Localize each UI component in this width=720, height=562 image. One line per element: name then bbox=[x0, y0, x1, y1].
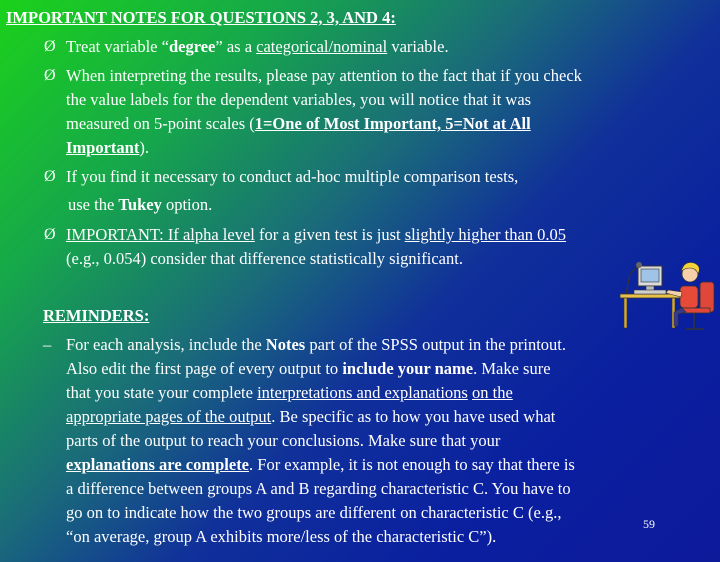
note-bullet-4-line-2: (e.g., 0.054) consider that difference statistically significant. bbox=[66, 249, 463, 268]
note-bullet-4-line-1: IMPORTANT: If alpha level for a given test is just slightly higher than 0.05 bbox=[66, 225, 567, 244]
page-number: 59 bbox=[643, 517, 655, 531]
reminder-line-2: Also edit the first page of every output to include your name. Make sure bbox=[66, 359, 551, 378]
reminders-title: REMINDERS: bbox=[43, 306, 150, 325]
reminder-line-3: that you state your complete interpretations and explanations on the bbox=[66, 383, 513, 402]
note-bullet-2-line-4: Important). bbox=[66, 138, 149, 157]
bullet-arrow-icon: Ø bbox=[44, 67, 56, 84]
person-at-computer-icon bbox=[618, 252, 718, 332]
note-bullet-2-line-2: the value labels for the dependent variables, you will notice that it was bbox=[66, 90, 532, 109]
note-bullet-2-line-1: When interpreting the results, please pay attention to the fact that if you check bbox=[66, 66, 582, 85]
reminder-line-5: parts of the output to reach your conclusions. Make sure that your bbox=[66, 431, 501, 450]
reminder-dash: – bbox=[43, 335, 52, 354]
reminder-line-8: go on to indicate how the two groups are different on characteristic C (e.g., bbox=[66, 503, 562, 522]
reminder-line-7: a difference between groups A and B regarding characteristic C. You have to bbox=[66, 479, 571, 498]
notes-title: IMPORTANT NOTES FOR QUESTIONS 2, 3, AND 4: bbox=[6, 8, 396, 27]
note-bullet-3-line-1: If you find it necessary to conduct ad-hoc multiple comparison tests, bbox=[66, 167, 519, 186]
bullet-arrow-icon: Ø bbox=[44, 226, 56, 243]
bullet-arrow-icon: Ø bbox=[44, 168, 56, 185]
reminder-line-1: For each analysis, include the Notes part of the SPSS output in the printout. bbox=[66, 335, 566, 354]
bullet-arrow-icon: Ø bbox=[44, 38, 56, 55]
note-bullet-1: Treat variable “degree” as a categorical/nominal variable. bbox=[66, 37, 449, 56]
note-bullet-3-line-2: use the Tukey option. bbox=[68, 195, 213, 214]
note-bullet-2-line-3: measured on 5-point scales (1=One of Most Important, 5=Not at All bbox=[66, 114, 531, 133]
reminder-line-4: appropriate pages of the output. Be specific as to how you have used what bbox=[66, 407, 556, 426]
reminder-line-6: explanations are complete. For example, it is not enough to say that there is bbox=[66, 455, 575, 474]
reminder-line-9: “on average, group A exhibits more/less of the characteristic C”). bbox=[66, 527, 497, 546]
